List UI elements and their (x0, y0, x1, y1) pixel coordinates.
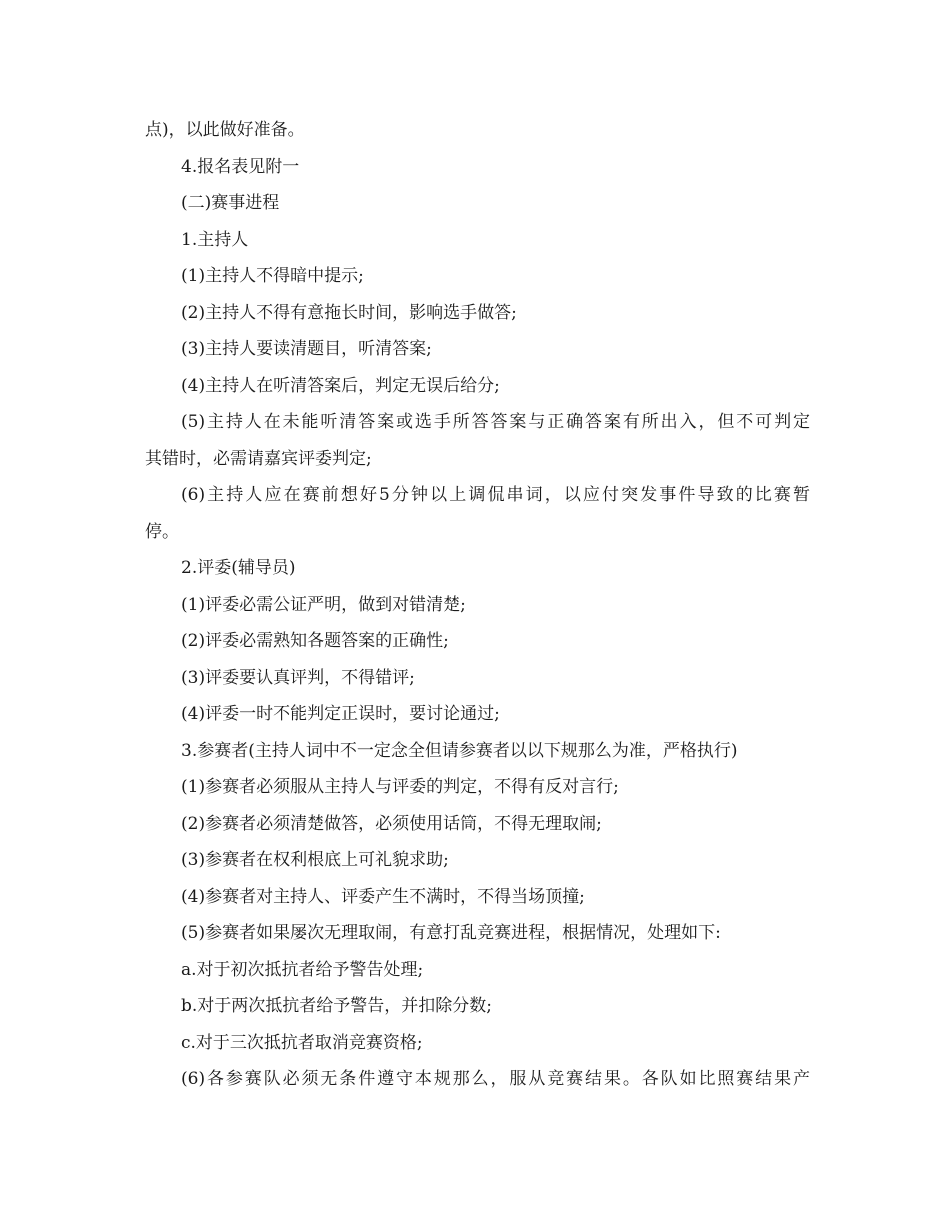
host-rule-5-continuation: 其错时，必需请嘉宾评委判定; (145, 448, 372, 469)
judge-rule-3: (3)评委要认真评判，不得错评; (181, 667, 415, 688)
paragraph-continuation: 点)，以此做好准备。 (145, 120, 305, 140)
host-rule-1: (1)主持人不得暗中提示; (181, 266, 364, 286)
subheading-participants: 3.参赛者(主持人词中不一定念全但请参赛者以以下规那么为准，严格执行) (181, 740, 738, 761)
host-rule-2: (2)主持人不得有意拖长时间，影响选手做答; (181, 302, 517, 323)
host-rule-6: (6)主持人应在赛前想好5分钟以上调侃串词，以应付突发事件导致的比赛暂 (181, 485, 810, 505)
participant-rule-6: (6)各参赛队必须无条件遵守本规那么，服从竞赛结果。各队如比照赛结果产 (181, 1069, 810, 1089)
penalty-item-a: a.对于初次抵抗者给予警告处理; (181, 959, 424, 980)
subheading-judges: 2.评委(辅导员) (181, 558, 296, 578)
participant-rule-1: (1)参赛者必须服从主持人与评委的判定，不得有反对言行; (181, 777, 619, 797)
body-text (145, 112, 810, 1098)
section-heading-match-process: (二)赛事进程 (181, 193, 280, 213)
participant-rule-5: (5)参赛者如果屡次无理取闹，有意打乱竞赛进程，根据情况，处理如下: (181, 923, 721, 943)
registration-form-note: 4.报名表见附一 (181, 156, 300, 177)
participant-rule-2: (2)参赛者必须清楚做答，必须使用话筒，不得无理取闹; (181, 813, 602, 834)
penalty-item-b: b.对于两次抵抗者给予警告，并扣除分数; (181, 996, 493, 1016)
participant-rule-4: (4)参赛者对主持人、评委产生不满时，不得当场顶撞; (181, 886, 585, 907)
subheading-host: 1.主持人 (181, 229, 249, 250)
host-rule-4: (4)主持人在听清答案后，判定无误后给分; (181, 375, 500, 396)
host-rule-5: (5)主持人在未能听清答案或选手所答答案与正确答案有所出入，但不可判定 (181, 412, 810, 432)
judge-rule-1: (1)评委必需公证严明，做到对错清楚; (181, 594, 466, 615)
host-rule-6-continuation: 停。 (145, 521, 179, 542)
participant-rule-3: (3)参赛者在权利根底上可礼貌求助; (181, 850, 449, 870)
judge-rule-4: (4)评委一时不能判定正误时，要讨论通过; (181, 704, 500, 724)
penalty-item-c: c.对于三次抵抗者取消竞赛资格; (181, 1032, 423, 1053)
host-rule-3: (3)主持人要读清题目，听清答案; (181, 339, 432, 359)
judge-rule-2: (2)评委必需熟知各题答案的正确性; (181, 631, 449, 651)
